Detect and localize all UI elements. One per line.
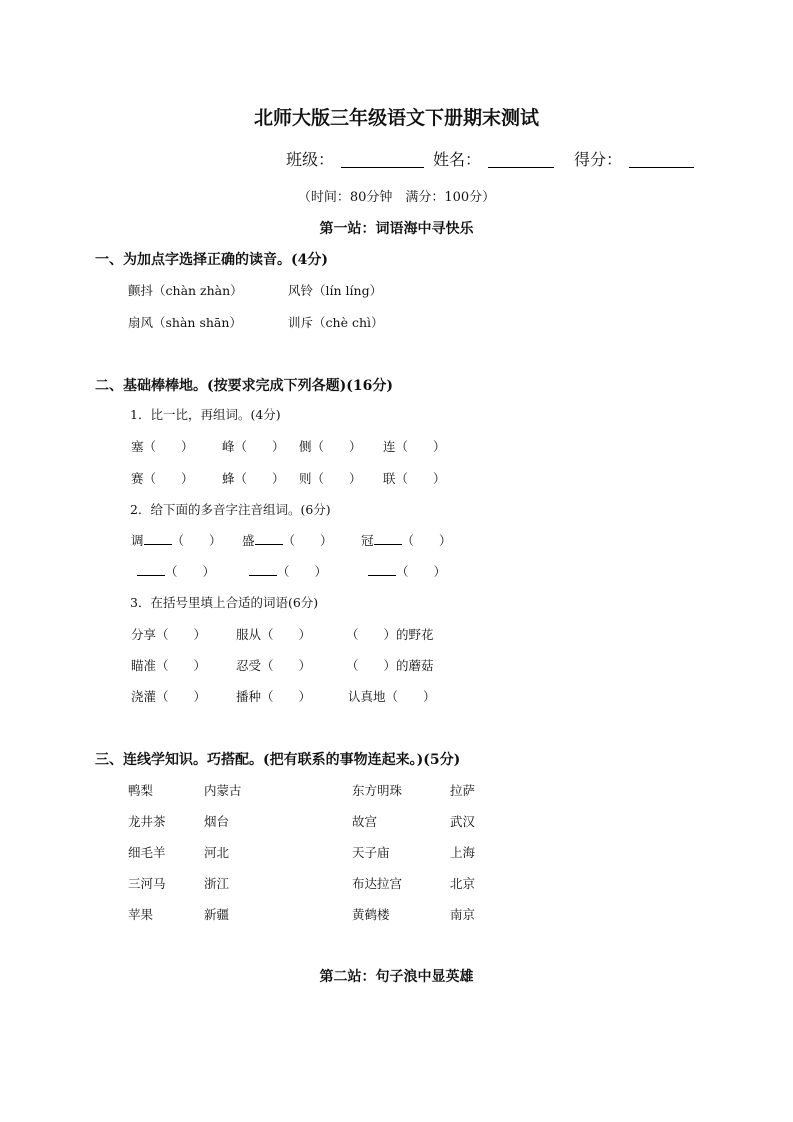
answer-blank[interactable] — [249, 563, 277, 576]
match-item[interactable]: 烟台 — [204, 814, 230, 829]
score-label: 得分： — [574, 150, 623, 169]
section-three-heading: 三、连线学知识。巧搭配。(把有联系的事物连起来。)(5分) — [95, 752, 461, 768]
question-two-label: 2．给下面的多音字注音组词。(6分) — [130, 502, 331, 517]
section-two-heading: 二、基础棒棒地。(按要求完成下列各题)(16分) — [95, 378, 393, 394]
compare-item: 蜂（ ） — [222, 471, 285, 486]
polyphone-item: 盛 （ ） — [242, 533, 333, 548]
pinyin-item: 颤抖（chàn zhàn） — [128, 283, 243, 298]
match-item[interactable]: 苹果 — [128, 907, 154, 922]
question-one-label: 1．比一比，再组词。(4分) — [130, 407, 281, 422]
fill-item: 播种（ ） — [236, 689, 312, 704]
fill-item: 服从（ ） — [236, 627, 312, 642]
fill-item: （ ）的野花 — [346, 627, 434, 642]
polyphone-item: 调 （ ） — [131, 533, 222, 548]
fill-item: 瞄准（ ） — [131, 658, 207, 673]
fill-item: 浇灌（ ） — [131, 689, 207, 704]
match-item[interactable]: 黄鹤楼 — [352, 907, 390, 922]
answer-blank[interactable] — [137, 563, 165, 576]
compare-item: 峰（ ） — [222, 439, 285, 454]
fill-item: 分享（ ） — [131, 627, 207, 642]
match-item[interactable]: 鸭梨 — [128, 783, 154, 798]
match-item[interactable]: 天子庙 — [352, 845, 390, 860]
fill-item: 认真地（ ） — [348, 689, 436, 704]
match-item[interactable]: 细毛羊 — [128, 845, 166, 860]
match-item[interactable]: 南京 — [450, 907, 476, 922]
match-item[interactable]: 三河马 — [128, 876, 166, 891]
score-blank[interactable] — [629, 151, 694, 168]
answer-blank[interactable] — [368, 563, 396, 576]
answer-blank[interactable] — [255, 532, 283, 545]
match-item[interactable]: 布达拉宫 — [352, 876, 403, 891]
class-blank[interactable] — [341, 151, 424, 168]
match-item[interactable]: 浙江 — [204, 876, 230, 891]
compare-item: 塞（ ） — [131, 439, 194, 454]
compare-item: 则（ ） — [299, 471, 362, 486]
match-item[interactable]: 武汉 — [450, 814, 476, 829]
question-three-label: 3．在括号里填上合适的词语(6分) — [130, 595, 319, 610]
fill-item: 忍受（ ） — [236, 658, 312, 673]
match-item[interactable]: 拉萨 — [450, 783, 476, 798]
match-item[interactable]: 新疆 — [204, 907, 230, 922]
polyphone-item: （ ） — [249, 562, 327, 580]
polyphone-item: （ ） — [137, 562, 215, 580]
class-label: 班级： — [286, 150, 335, 169]
match-item[interactable]: 内蒙古 — [204, 783, 242, 798]
fill-item: （ ）的蘑菇 — [346, 658, 434, 673]
name-blank[interactable] — [488, 151, 554, 168]
match-item[interactable]: 河北 — [204, 845, 230, 860]
compare-item: 联（ ） — [383, 471, 446, 486]
pinyin-item: 风铃（lín líng） — [288, 283, 383, 298]
match-item[interactable]: 故宫 — [352, 814, 378, 829]
time-note: （时间：80分钟 满分：100分） — [297, 190, 496, 205]
station-one-heading: 第一站：词语海中寻快乐 — [319, 221, 474, 237]
compare-item: 侧（ ） — [299, 439, 362, 454]
match-item[interactable]: 北京 — [450, 876, 476, 891]
polyphone-item: （ ） — [368, 562, 446, 580]
page-title: 北师大版三年级语文下册期末测试 — [253, 107, 539, 129]
station-two-heading: 第二站：句子浪中显英雄 — [319, 969, 474, 985]
answer-blank[interactable] — [374, 532, 402, 545]
pinyin-item: 训斥（chè chì） — [288, 315, 384, 330]
pinyin-item: 扇风（shàn shān） — [128, 315, 242, 330]
match-item[interactable]: 东方明珠 — [352, 783, 403, 798]
match-item[interactable]: 上海 — [450, 845, 476, 860]
compare-item: 连（ ） — [383, 439, 446, 454]
name-label: 姓名： — [433, 150, 482, 169]
section-one-heading: 一、为加点字选择正确的读音。(4分) — [95, 252, 328, 268]
answer-blank[interactable] — [144, 532, 172, 545]
polyphone-item: 冠 （ ） — [361, 533, 452, 548]
match-item[interactable]: 龙井茶 — [128, 814, 166, 829]
compare-item: 赛（ ） — [131, 471, 194, 486]
